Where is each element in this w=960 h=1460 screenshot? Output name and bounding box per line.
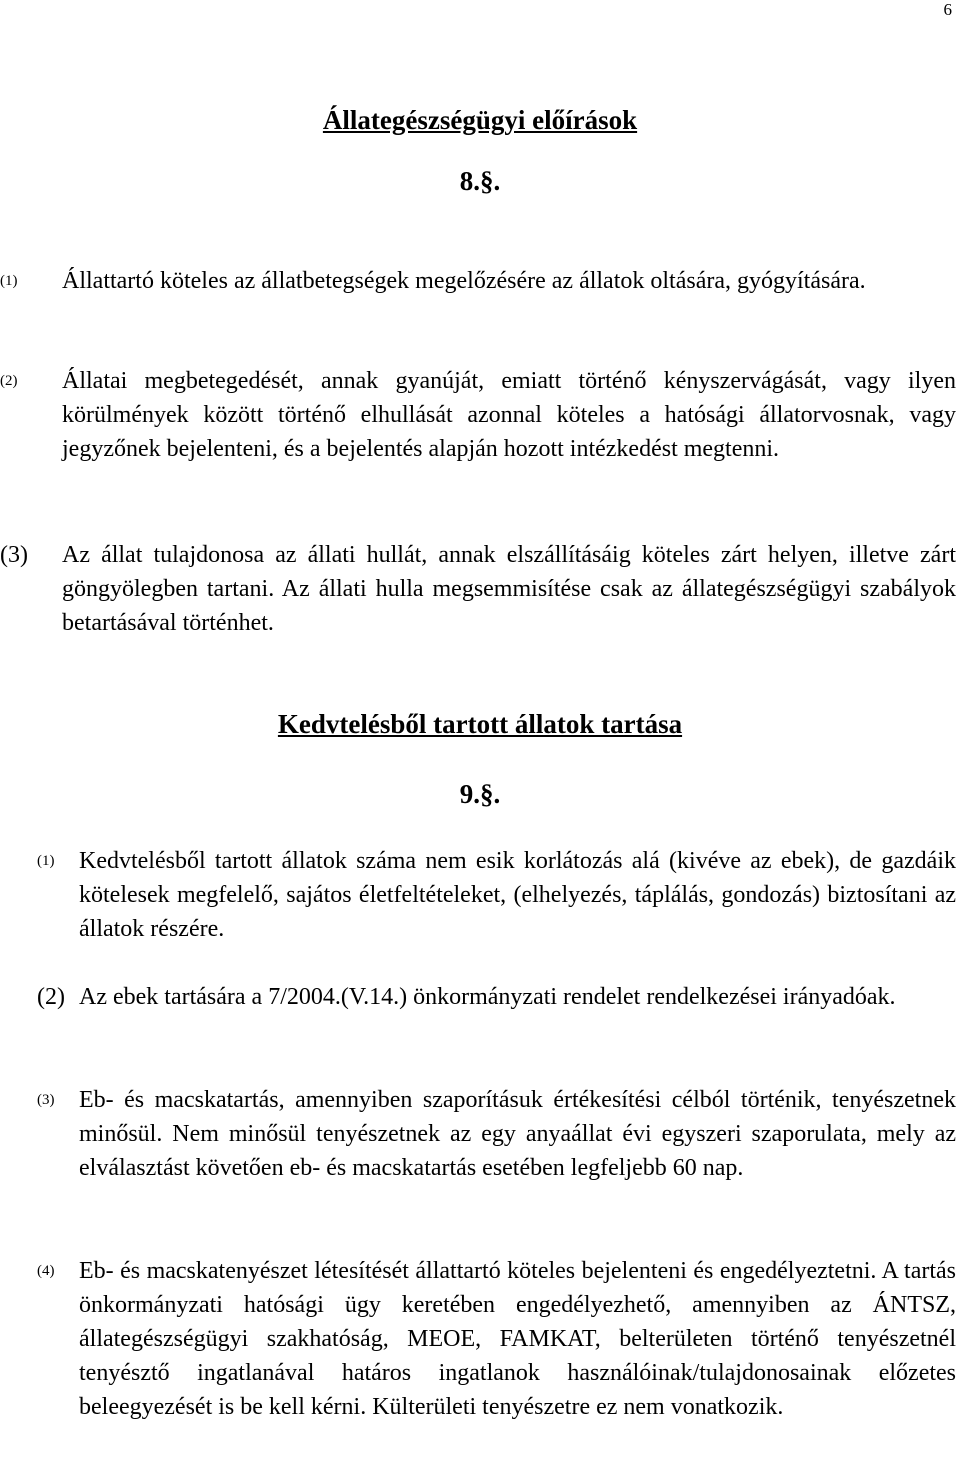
paragraph-text: Állatai megbetegedését, annak gyanúját, emiatt történő kényszervágását, vagy ilyen körülmények között történő elhullását azonnal köteles a hatósági állatorvosnak, vagy jegyzőnek bejelenteni, és a bejelentés alapján hozott intézkedést megtenni. — [62, 368, 956, 462]
paragraph-text: Az állat tulajdonosa az állati hullát, annak elszállításáig köteles zárt helyen, illetve zárt göngyölegben tartani. Az állati hulla megsemmisítése csak az állategészségügyi szabályok betartásával történhet. — [62, 542, 956, 636]
paragraph-number: (2) — [0, 373, 18, 389]
paragraph-number: (2) — [37, 984, 65, 1010]
paragraph-9-3 — [37, 1083, 956, 1185]
paragraph-text: Eb- és macskatenyészet létesítését állattartó köteles bejelenteni és engedélyeztetni. A tartás önkormányzati hatósági ügy keretében engedélyezhető, amennyiben az ÁNTSZ, állategészségügyi szakhatóság, MEOE, FAMKAT, belterületen történő tenyészetnél tenyésztő ingatlanával határos ingatlanok használóinak/tulajdonosainak előzetes beleegyezését is be kell kérni. Külterületi tenyészetre ez nem vonatkozik. — [79, 1258, 956, 1420]
paragraph-9-1 — [37, 844, 956, 946]
paragraph-text: Eb- és macskatartás, amennyiben szaporításuk értékesítési célból történik, tenyészetnek minősül. Nem minősül tenyészetnek az egy anyaállat évi egyszeri szaporulata, mely az elválasztást követően eb- és macskatartás esetében legfeljebb 60 nap. — [79, 1087, 956, 1181]
paragraph-number: (4) — [37, 1263, 55, 1279]
section-number-8: 8.§. — [459, 166, 501, 196]
paragraph-number: (3) — [0, 542, 28, 568]
paragraph-text: Állattartó köteles az állatbetegségek megelőzésére az állatok oltására, gyógyítására. — [62, 268, 866, 294]
paragraph-number: (3) — [37, 1092, 55, 1108]
paragraph-text: Az ebek tartására a 7/2004.(V.14.) önkormányzati rendelet rendelkezései irányadóak. — [79, 984, 896, 1010]
paragraph-number: (1) — [37, 853, 55, 869]
paragraph-number: (1) — [0, 273, 18, 289]
section-heading-animal-health: Állategészségügyi előírások — [322, 105, 638, 135]
section-heading-pets: Kedvtelésből tartott állatok tartása — [277, 709, 683, 739]
paragraph-8-3 — [0, 538, 956, 640]
paragraph-9-2 — [37, 980, 956, 1014]
paragraph-8-1 — [0, 264, 956, 298]
section-number-9: 9.§. — [459, 779, 501, 809]
paragraph-8-2 — [0, 364, 956, 466]
paragraph-text: Kedvtelésből tartott állatok száma nem esik korlátozás alá (kivéve az ebek), de gazdáik kötelesek megfelelő, sajátos életfeltételeket, (elhelyezés, táplálás, gondozás) biztosítani az állatok részére. — [79, 848, 956, 942]
paragraph-9-4 — [37, 1254, 956, 1424]
page-number: 6 — [943, 0, 952, 19]
